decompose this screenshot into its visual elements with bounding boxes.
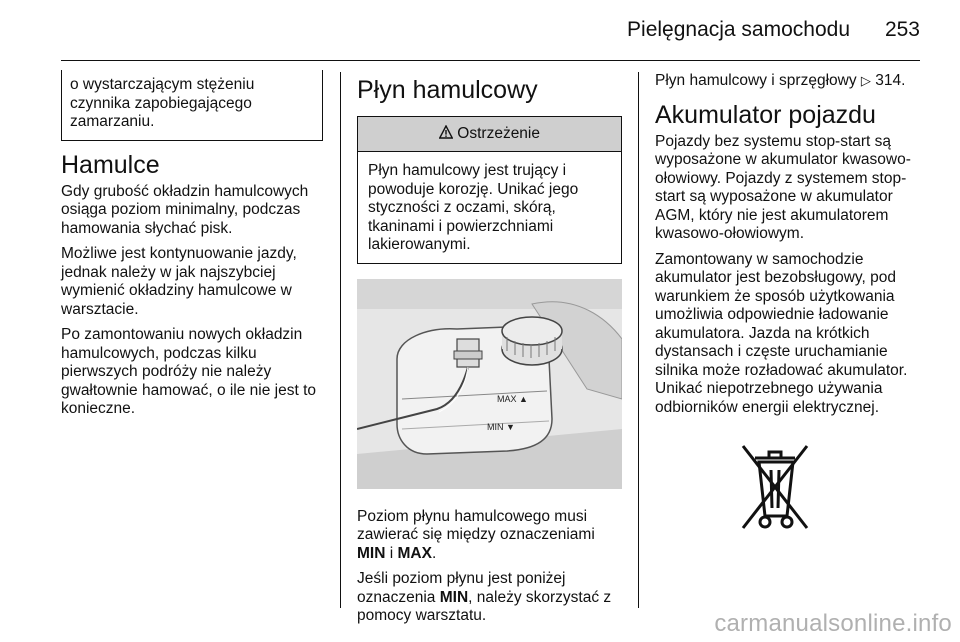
text-run: Poziom płynu hamulcowego musi zawierać się między oznaczeniami bbox=[357, 507, 595, 543]
paragraph bbox=[357, 570, 622, 626]
cross-reference-text: Płyn hamulcowy i sprzęgłowy bbox=[655, 72, 861, 89]
watermark: carmanualsonline.info bbox=[714, 610, 952, 637]
section-heading-akumulator: Akumulator pojazdu bbox=[655, 100, 876, 129]
column-middle bbox=[357, 76, 622, 633]
column-left bbox=[61, 72, 323, 426]
bold-term: MIN bbox=[357, 544, 386, 562]
section-heading-plyn-hamulcowy: Płyn hamulcowy bbox=[357, 76, 538, 104]
warning-text: Płyn hamulcowy jest trujący i powoduje korozję. Unikać jego styczności z oczami, skórą, tkaninami i powierzchniami lakierowanymi. bbox=[368, 162, 579, 253]
paragraph: Zamontowany w samochodzie akumulator jest bezobsługowy, pod warunkiem że sposób użytkowania umożliwia odpowiednie ładowanie akumulatora. Jazda na krótkich dystansach i częste uruchamianie silnika może rozładować akumulator. Unikać niepotrzebnego używania odbiorników energii elektrycznej. bbox=[655, 250, 908, 416]
header-rule bbox=[61, 60, 920, 61]
column-divider bbox=[638, 72, 639, 608]
page-number: 253 bbox=[884, 18, 920, 41]
warning-title: Ostrzeżenie bbox=[457, 125, 540, 142]
column-divider bbox=[340, 72, 341, 608]
notice-text: o wystarczającym stężeniu czynnika zapobiegającego zamarzaniu. bbox=[70, 76, 255, 130]
warning-body bbox=[358, 152, 621, 263]
paragraph: Po zamontowaniu nowych okładzin hamulcowych, podczas kilku pierwszych podróży nie należy gwałtownie hamować, o ile nie jest to konieczne. bbox=[61, 326, 317, 417]
warning-header bbox=[358, 117, 621, 152]
crossed-out-bin-icon bbox=[735, 436, 815, 536]
running-title: Pielęgnacja samochodu bbox=[627, 18, 850, 41]
paragraph: Pojazdy bez systemu stop-start są wyposażone w akumulator kwasowo-ołowiowy. Pojazdy z systemem stop-start są wyposażone w akumulator AGM, który nie jest akumulatorem kwasowo-ołowiowym. bbox=[655, 132, 911, 242]
bold-term: MAX bbox=[397, 544, 432, 562]
warning-box bbox=[357, 116, 622, 264]
brake-fluid-reservoir-illustration bbox=[357, 279, 622, 489]
text-run: Jeśli poziom płynu jest poniżej oznaczenia bbox=[357, 570, 566, 606]
page-reference-arrow-icon: ▷ bbox=[860, 73, 871, 88]
notice-box-continued bbox=[61, 70, 323, 141]
warning-triangle-icon bbox=[439, 125, 453, 139]
page-header bbox=[0, 0, 960, 60]
cross-reference-page: 314. bbox=[875, 72, 906, 89]
bold-term: MIN bbox=[439, 588, 469, 606]
cross-reference[interactable] bbox=[655, 72, 923, 91]
text-run: i bbox=[385, 544, 398, 562]
min-level-label: MIN ▼ bbox=[487, 421, 515, 432]
text-run: . bbox=[431, 544, 437, 562]
paragraph: Gdy grubość okładzin hamulcowych osiąga poziom minimalny, podczas hamowania słychać pisk. bbox=[61, 182, 309, 237]
column-right bbox=[655, 72, 923, 541]
max-level-label: MAX ▲ bbox=[497, 393, 528, 404]
paragraph bbox=[357, 508, 622, 564]
text-run: , należy skorzystać z pomocy warsztatu. bbox=[357, 588, 612, 624]
section-heading-hamulce: Hamulce bbox=[61, 150, 160, 179]
paragraph: Możliwe jest kontynuowanie jazdy, jednak należy w jak najszybciej wymienić okładziny hamulcowe w warsztacie. bbox=[61, 245, 297, 318]
